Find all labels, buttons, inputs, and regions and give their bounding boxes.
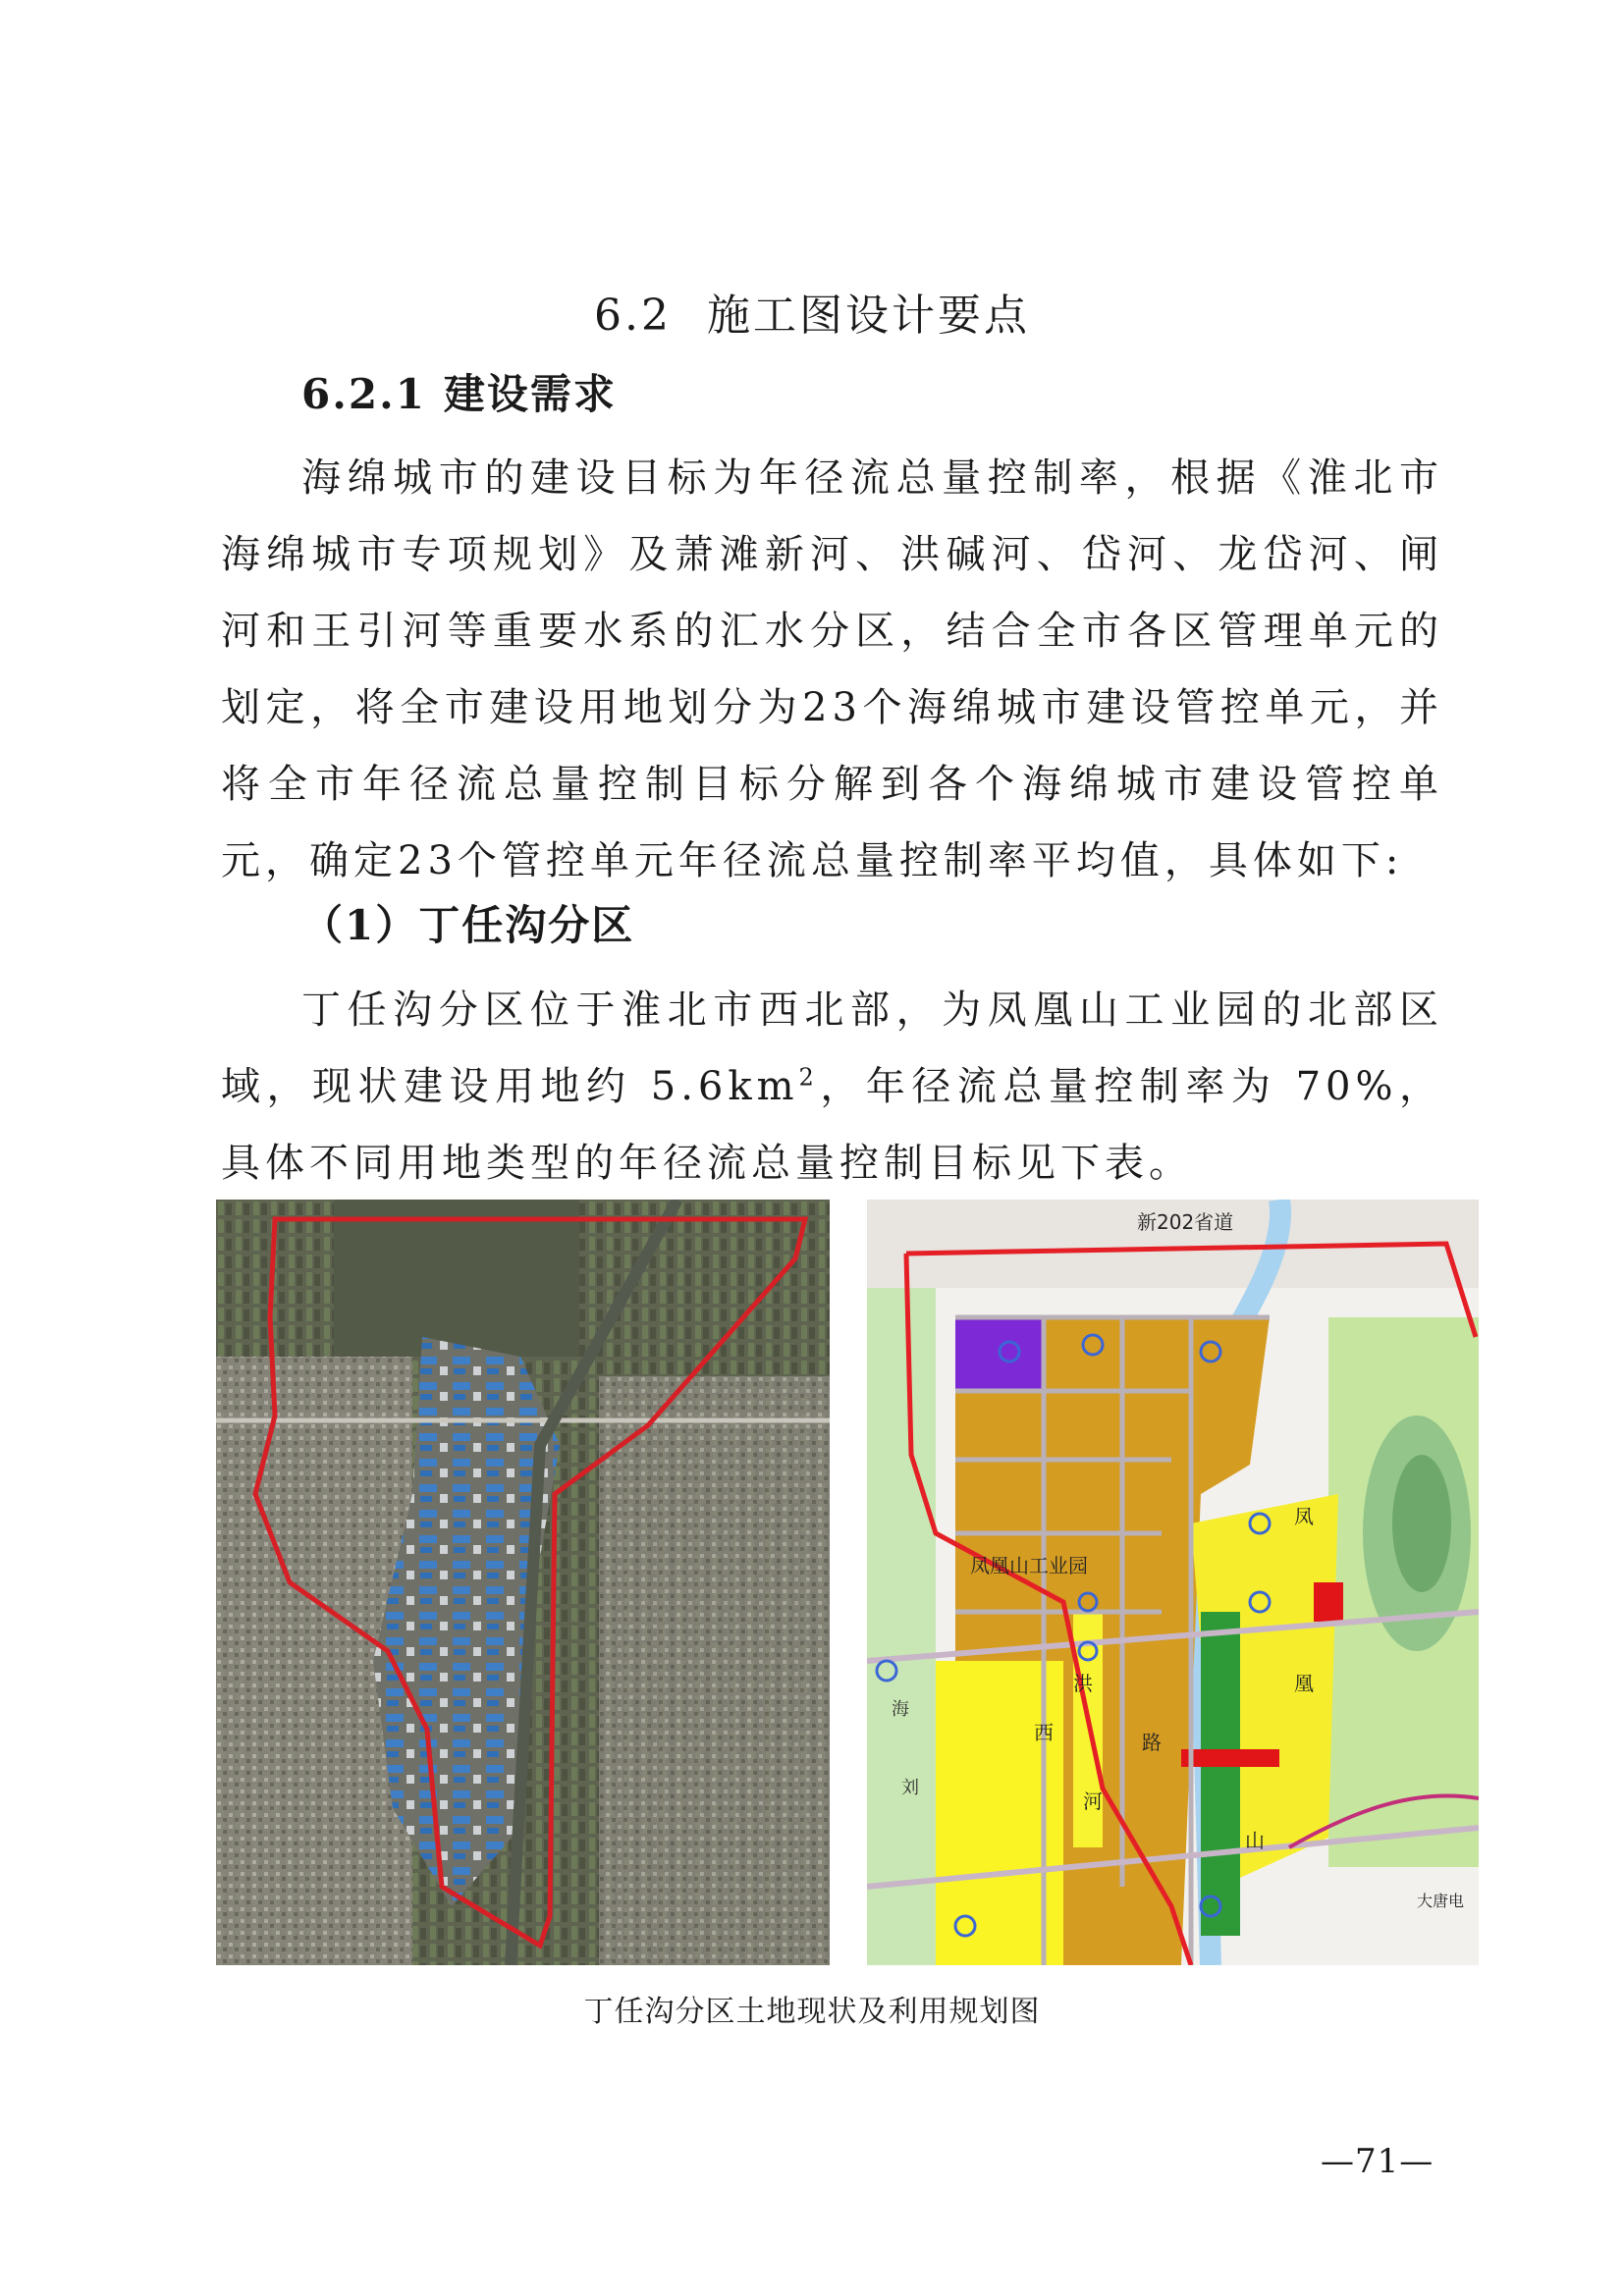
map-label-datang: 大唐电 — [1417, 1892, 1465, 1910]
item-heading: （1）丁任沟分区 — [301, 901, 635, 949]
figure-caption: 丁任沟分区土地现状及利用规划图 — [583, 1995, 1041, 2029]
road-label: 新202省道 — [1137, 1210, 1234, 1234]
map-label-lu: 路 — [1142, 1731, 1162, 1754]
paragraph-dingrengou-before: 丁任沟分区位于淮北市西北部，为凤凰山工业园的北部区域，现状建设用地约 5.6km — [221, 988, 1443, 1109]
section-number: 6.2 — [594, 291, 672, 341]
map-label-feng: 凤 — [1294, 1505, 1314, 1528]
satellite-status-map — [216, 1200, 830, 1965]
section-title-text: 施工图设计要点 — [706, 291, 1030, 341]
paragraph-planning-basis: 海绵城市的建设目标为年径流总量控制率，根据《淮北市海绵城市专项规划》及萧滩新河、洪碱河、岱河、龙岱河、闸河和王引河等重要水系的汇水分区，结合全市各区管理单元的划定，将全市建设用地划分为23个海绵城市建设管控单元，并将全市年径流总量控制目标分解到各个海绵城市建设管控单元，确定23个管控单元年径流总量控制率平均值，具体如下: — [221, 455, 1443, 883]
land-use-plan-map — [867, 1200, 1479, 1965]
map-label-huang: 凰 — [1294, 1672, 1314, 1695]
paragraph-dingrengou-after: ，年径流总量控制率为 70%，具体不同用地类型的年径流总量控制目标见下表。 — [221, 1064, 1444, 1186]
map-label-he: 河 — [1083, 1789, 1103, 1813]
subsection-title-text: 建设需求 — [443, 370, 617, 418]
map-label-shan: 山 — [1245, 1829, 1265, 1852]
paragraph-dingrengou — [221, 972, 1443, 1201]
section-title — [0, 287, 1624, 346]
map-label-hong: 洪 — [1073, 1672, 1093, 1695]
map-label-hai: 海 — [892, 1699, 909, 1720]
map-label-xi: 西 — [1034, 1721, 1054, 1744]
plan-map-image — [867, 1200, 1479, 1965]
subsection-title — [301, 365, 617, 424]
superscript-squared: 2 — [798, 1063, 819, 1092]
satellite-map-image — [216, 1200, 830, 1965]
page-number: —71— — [1321, 2142, 1435, 2181]
subsection-number: 6.2.1 — [301, 370, 426, 418]
park-label: 凤凰山工业园 — [970, 1554, 1088, 1577]
map-label-liu: 刘 — [901, 1778, 919, 1798]
